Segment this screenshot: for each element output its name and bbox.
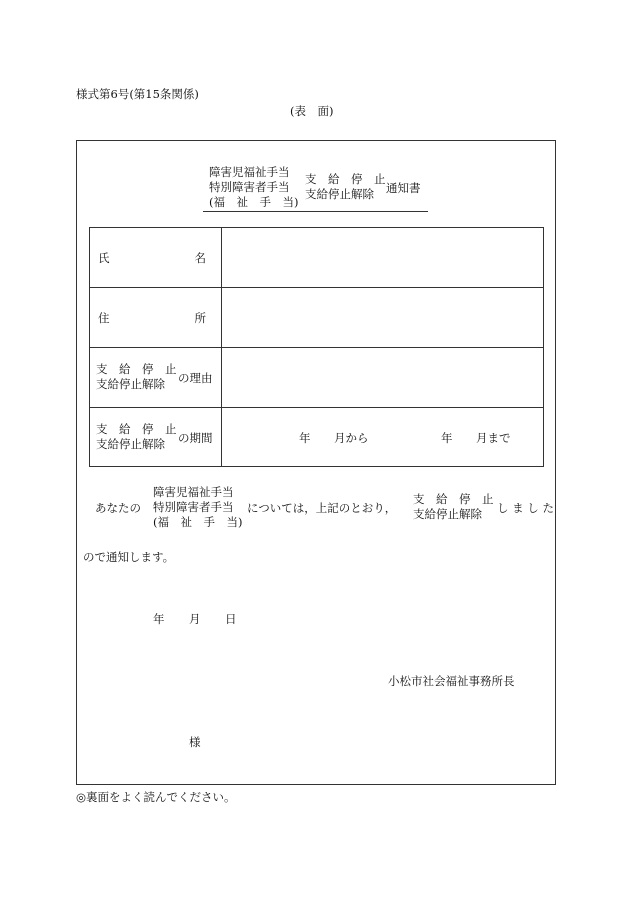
address-row bbox=[90, 288, 544, 348]
form-number: 様式第6号(第15条関係) bbox=[76, 87, 199, 101]
name-label-cell bbox=[90, 228, 222, 288]
date-year: 年 bbox=[153, 612, 165, 626]
body-middle: については，上記のとおり， bbox=[247, 501, 397, 515]
reason-action-2: 支給停止解除 bbox=[96, 377, 165, 391]
body-continuation: ので通知します。 bbox=[83, 550, 175, 564]
body-action-2: 支給停止解除 bbox=[413, 507, 482, 521]
address-label-right: 所 bbox=[194, 311, 206, 325]
footnote: ◎裏面をよく読んでください。 bbox=[76, 790, 236, 804]
title-action-2: 支給停止解除 bbox=[305, 187, 374, 201]
period-to-month: 月まで bbox=[476, 431, 511, 445]
address-value-cell[interactable] bbox=[222, 288, 544, 348]
period-suffix: の期間 bbox=[178, 431, 213, 445]
body-suffix: し ま し た bbox=[497, 501, 554, 515]
name-row bbox=[90, 228, 544, 288]
title-actions bbox=[305, 172, 386, 202]
body-allowances bbox=[153, 485, 242, 530]
body-allowance-3: (福 祉 手 当) bbox=[153, 515, 243, 529]
date-day: 日 bbox=[225, 612, 237, 626]
name-label-left: 氏 bbox=[98, 251, 110, 265]
period-action-1: 支 給 停 止 bbox=[96, 422, 177, 436]
reason-value-cell[interactable] bbox=[222, 348, 544, 408]
body-action-1: 支 給 停 止 bbox=[413, 492, 494, 506]
info-table bbox=[89, 227, 544, 467]
title-action-1: 支 給 停 止 bbox=[305, 172, 386, 186]
body-allowance-2: 特別障害者手当 bbox=[153, 500, 234, 514]
issuer: 小松市社会福祉事務所長 bbox=[388, 674, 515, 688]
period-from-year: 年 bbox=[299, 431, 311, 445]
title-allowance-3: (福 祉 手 当) bbox=[209, 195, 299, 209]
address-label-left: 住 bbox=[98, 311, 110, 325]
title-allowances bbox=[209, 165, 298, 210]
period-to-year: 年 bbox=[441, 431, 453, 445]
date-month: 月 bbox=[189, 612, 201, 626]
body-allowance-1: 障害児福祉手当 bbox=[153, 485, 234, 499]
side-label: (表 面) bbox=[290, 104, 334, 118]
title-underline bbox=[203, 211, 428, 212]
reason-label-cell bbox=[90, 348, 222, 408]
address-label-cell bbox=[90, 288, 222, 348]
title-allowance-1: 障害児福祉手当 bbox=[209, 165, 290, 179]
period-label-cell bbox=[90, 408, 222, 467]
honorific: 様 bbox=[189, 735, 201, 749]
name-value-cell[interactable] bbox=[222, 228, 544, 288]
period-value-cell[interactable] bbox=[222, 408, 544, 467]
reason-action-1: 支 給 停 止 bbox=[96, 362, 177, 376]
period-action-2: 支給停止解除 bbox=[96, 437, 165, 451]
reason-suffix: の理由 bbox=[178, 371, 213, 385]
period-row bbox=[90, 408, 544, 467]
title-suffix: 通知書 bbox=[386, 181, 421, 195]
body-prefix: あなたの bbox=[95, 501, 141, 515]
body-actions bbox=[413, 492, 494, 522]
title-allowance-2: 特別障害者手当 bbox=[209, 180, 290, 194]
period-from-month: 月から bbox=[334, 431, 369, 445]
reason-row bbox=[90, 348, 544, 408]
name-label-right: 名 bbox=[194, 251, 206, 265]
